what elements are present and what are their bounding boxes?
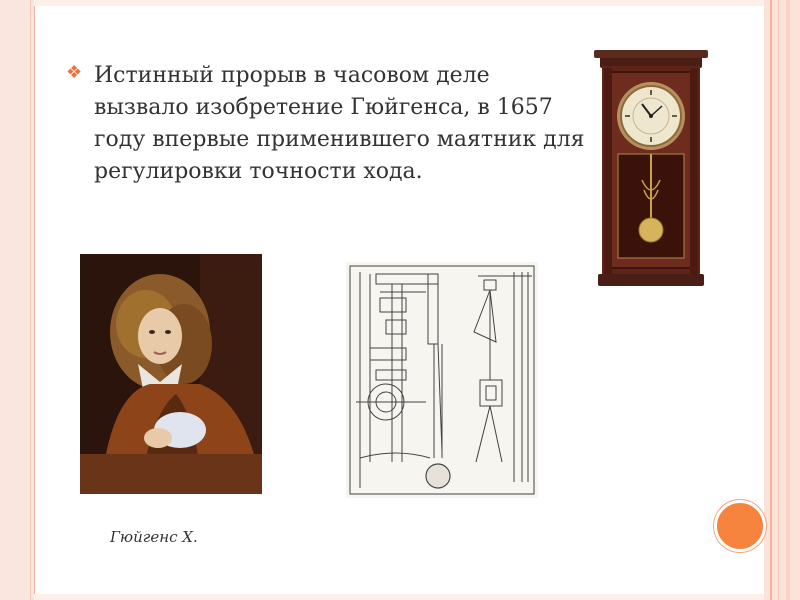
huygens-portrait-image [80,254,262,494]
slide-frame-right [764,0,800,600]
pendulum-clock-drawing-image [346,262,538,498]
portrait-caption: Гюйгенс Х. [110,528,198,546]
bullet-icon: ❖ [66,62,83,83]
pendulum-wall-clock-image [592,50,710,290]
decorative-orange-circle [714,500,766,552]
slide-frame-top [34,0,764,6]
bullet-point [66,60,586,188]
slide-frame-left [0,0,35,600]
slide-frame-bottom [34,594,764,600]
bullet-text: Истинный прорыв в часовом деле вызвало изобретение Гюйгенса, в 1657 году впервые применившего маятник для регулировки точности хода. [94,63,585,184]
